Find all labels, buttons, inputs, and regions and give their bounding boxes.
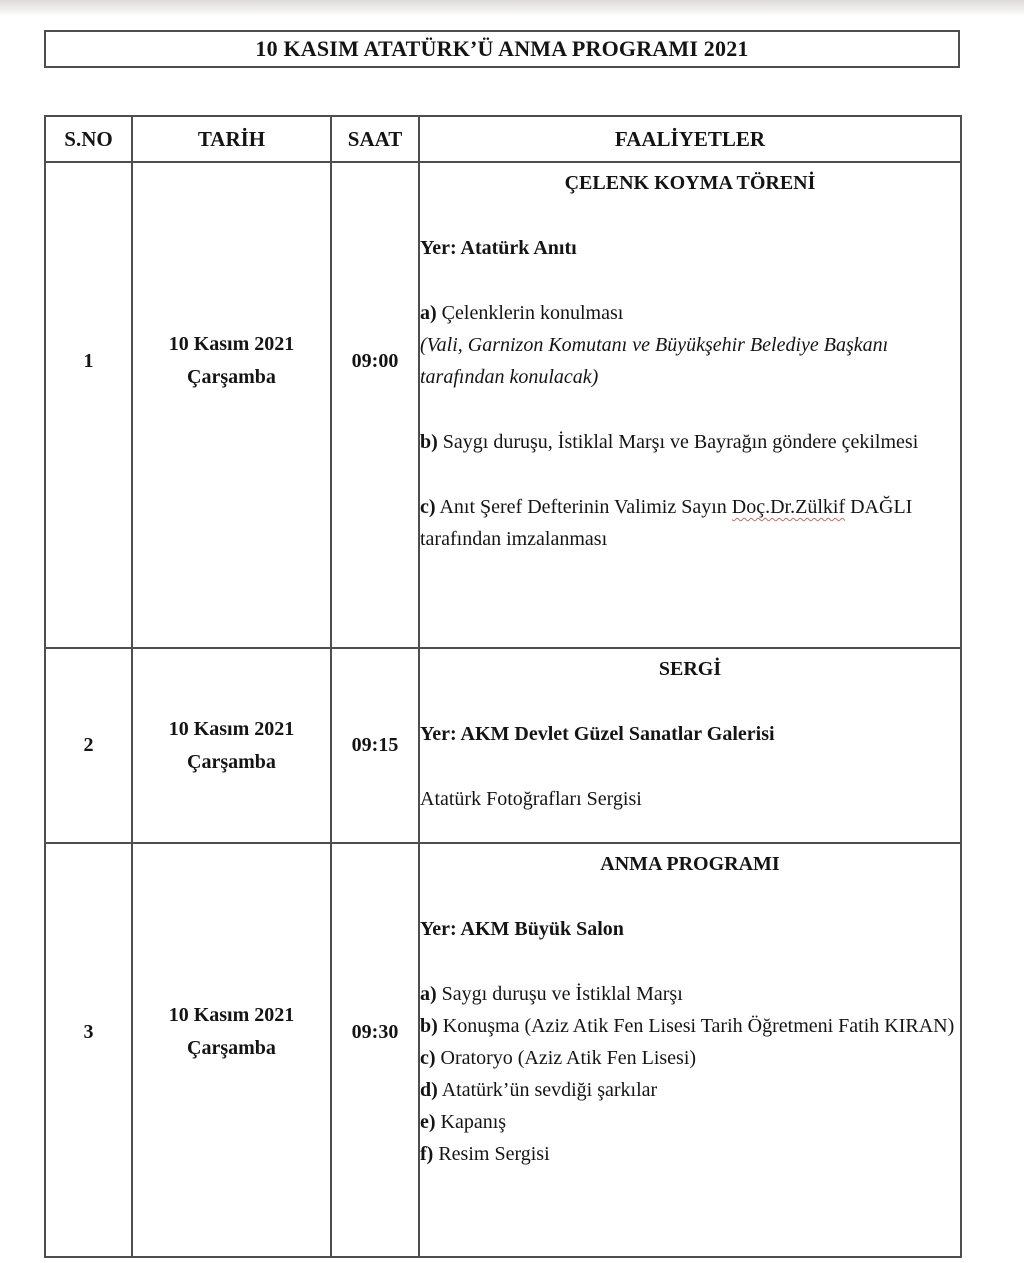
activities-cell bbox=[419, 162, 961, 648]
activity-heading: ANMA PROGRAMI bbox=[600, 853, 780, 875]
sno-value: 2 bbox=[83, 734, 94, 756]
date-line2: Çarşamba bbox=[187, 750, 276, 773]
venue-line: Yer: AKM Büyük Salon bbox=[420, 918, 624, 940]
item-label: f) bbox=[420, 1143, 434, 1165]
activities-cell bbox=[419, 843, 961, 1257]
item-line bbox=[420, 297, 960, 329]
header-faaliyetler: FAALİYETLER bbox=[419, 116, 961, 162]
activities-cell bbox=[419, 648, 961, 843]
scan-shade bbox=[0, 0, 1024, 16]
activity-item-d bbox=[420, 1074, 960, 1106]
item-text: DAĞLI tarafından imzalanması bbox=[420, 496, 913, 550]
item-label: e) bbox=[420, 1111, 436, 1133]
sno-value: 1 bbox=[83, 349, 94, 372]
time-value: 09:00 bbox=[351, 349, 399, 372]
sno-cell bbox=[45, 648, 132, 843]
item-text: Oratoryo (Aziz Atik Fen Lisesi) bbox=[435, 1047, 697, 1069]
document-title-box bbox=[44, 30, 960, 68]
item-note: (Vali, Garnizon Komutanı ve Büyükşehir Belediye Başkanı tarafından konulacak) bbox=[420, 334, 889, 388]
item-text: Saygı duruşu, İstiklal Marşı ve Bayrağın göndere çekilmesi bbox=[437, 431, 919, 453]
table-header-row bbox=[45, 116, 961, 162]
table-row bbox=[45, 162, 961, 648]
table-row bbox=[45, 648, 961, 843]
item-text: Kapanış bbox=[435, 1111, 507, 1133]
date-line2: Çarşamba bbox=[187, 1037, 276, 1059]
activity-item-c bbox=[420, 491, 960, 555]
activity-list bbox=[420, 978, 960, 1170]
header-sno: S.NO bbox=[45, 116, 132, 162]
venue-line: Yer: Atatürk Anıtı bbox=[420, 237, 577, 259]
item-text: Konuşma (Aziz Atik Fen Lisesi Tarih Öğretmeni Fatih KIRAN) bbox=[437, 1015, 955, 1037]
date-line1: 10 Kasım 2021 bbox=[168, 1004, 295, 1026]
time-cell bbox=[331, 648, 419, 843]
activity-heading: ÇELENK KOYMA TÖRENİ bbox=[564, 172, 816, 194]
activity-item-b bbox=[420, 426, 960, 458]
activity-item-a bbox=[420, 978, 960, 1010]
item-label: b) bbox=[420, 431, 438, 453]
item-label: a) bbox=[420, 983, 437, 1005]
activity-item-c bbox=[420, 1042, 960, 1074]
date-line1: 10 Kasım 2021 bbox=[168, 333, 295, 355]
date-cell bbox=[132, 843, 331, 1257]
table-row bbox=[45, 843, 961, 1257]
date-line2: Çarşamba bbox=[187, 366, 276, 388]
activity-item-a bbox=[420, 297, 960, 393]
item-text: Anıt Şeref Defterinin Valimiz Sayın bbox=[435, 496, 732, 518]
date-line1: 10 Kasım 2021 bbox=[168, 717, 295, 740]
item-label: c) bbox=[420, 496, 436, 518]
item-text: Resim Sergisi bbox=[433, 1143, 550, 1165]
date-cell bbox=[132, 162, 331, 648]
item-label: a) bbox=[420, 302, 437, 324]
time-cell bbox=[331, 843, 419, 1257]
item-label: c) bbox=[420, 1047, 436, 1069]
item-label: d) bbox=[420, 1079, 438, 1101]
page-title: 10 KASIM ATATÜRK’Ü ANMA PROGRAMI 2021 bbox=[255, 36, 749, 61]
venue-line: Yer: AKM Devlet Güzel Sanatlar Galerisi bbox=[420, 723, 775, 745]
sno-cell bbox=[45, 162, 132, 648]
activity-item-e bbox=[420, 1106, 960, 1138]
time-value: 09:15 bbox=[351, 734, 399, 756]
activity-item-f bbox=[420, 1138, 960, 1170]
activity-item-b bbox=[420, 1010, 960, 1042]
item-text: Saygı duruşu ve İstiklal Marşı bbox=[436, 983, 683, 1005]
header-tarih: TARİH bbox=[132, 116, 331, 162]
program-table bbox=[44, 115, 962, 1258]
exhibit-line: Atatürk Fotoğrafları Sergisi bbox=[420, 788, 642, 810]
header-saat: SAAT bbox=[331, 116, 419, 162]
time-cell bbox=[331, 162, 419, 648]
date-cell bbox=[132, 648, 331, 843]
item-text: Çelenklerin konulması bbox=[436, 302, 624, 324]
item-text: Atatürk’ün sevdiği şarkılar bbox=[437, 1079, 658, 1101]
item-label: b) bbox=[420, 1015, 438, 1037]
time-value: 09:30 bbox=[351, 1020, 399, 1043]
sno-cell bbox=[45, 843, 132, 1257]
activity-heading: SERGİ bbox=[658, 658, 722, 680]
sno-value: 3 bbox=[83, 1020, 94, 1043]
misspelled-word: Doç.Dr.Zülkif bbox=[731, 496, 846, 518]
